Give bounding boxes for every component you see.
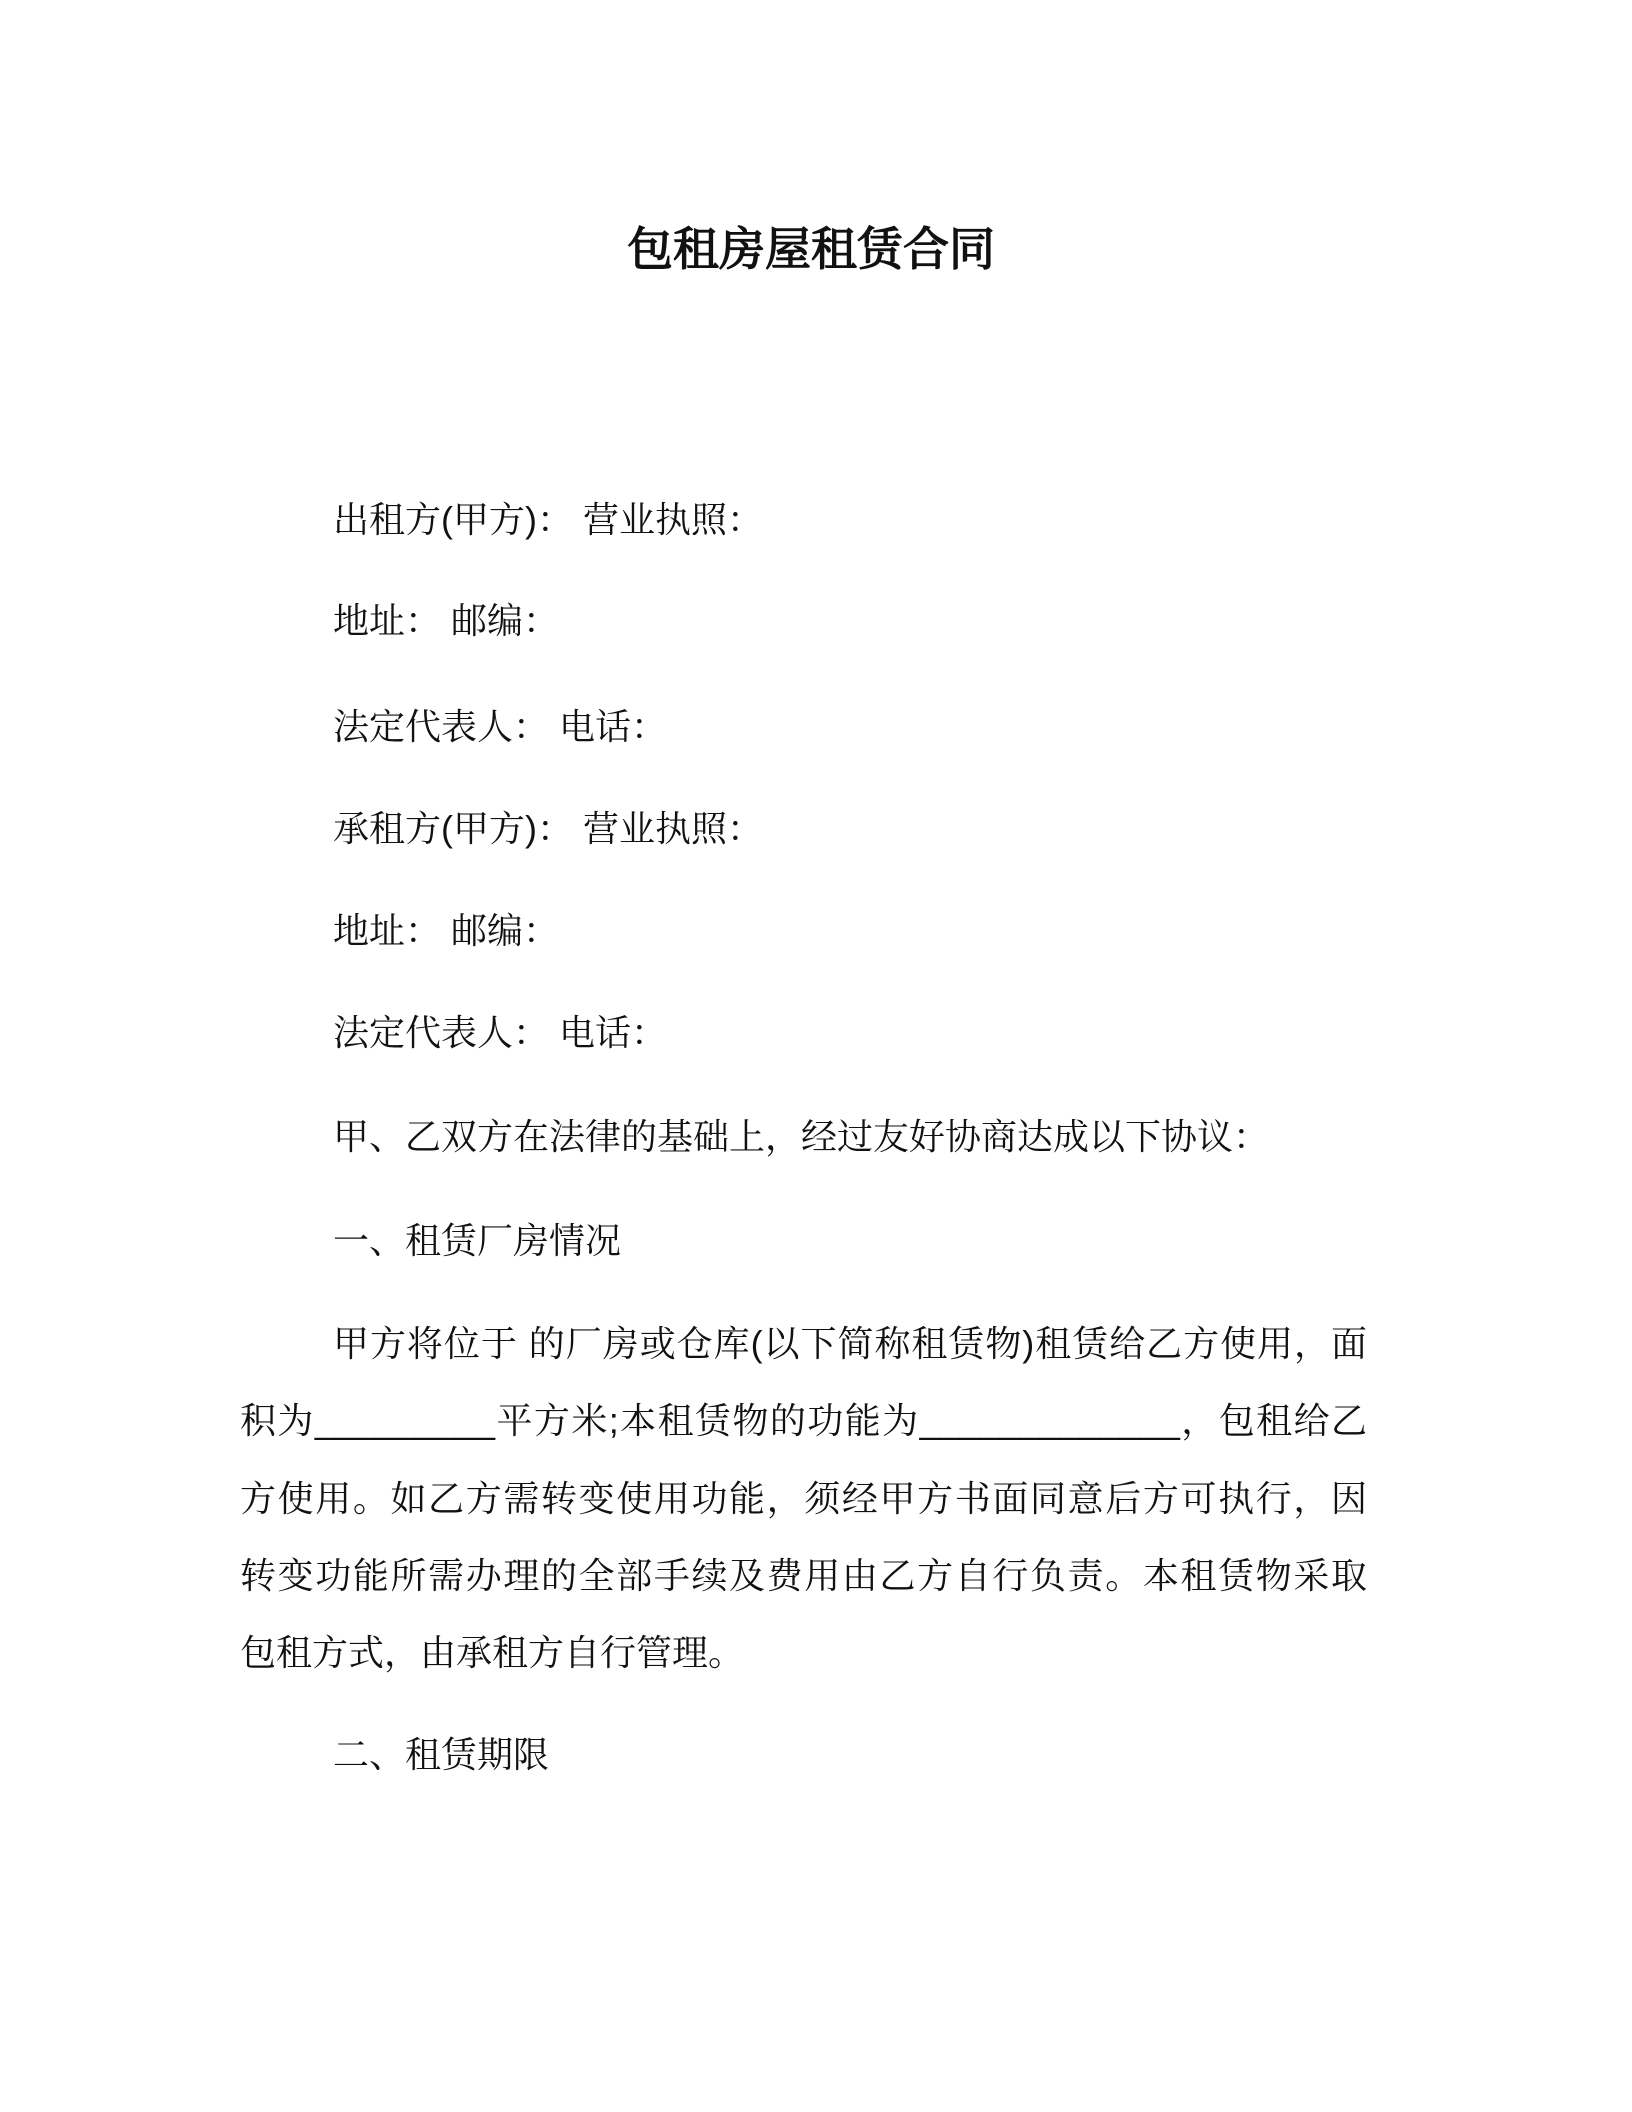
lessor-address-row xyxy=(333,597,559,645)
section-1-line: 方使用。如乙方需转变使用功能，须经甲方书面同意后方可执行，因 xyxy=(240,1478,1367,1519)
lessor-representative-row xyxy=(333,703,667,751)
lessor-license-label: 营业执照： xyxy=(583,499,764,540)
section-1-line: 积为_________平方米;本租赁物的功能为_____________，包租给乙 xyxy=(240,1400,1367,1441)
section-1-line: 甲方将位于 的厂房或仓库(以下简称租赁物)租赁给乙方使用，面 xyxy=(333,1323,1367,1364)
document-title: 包租房屋租赁合同 xyxy=(627,223,995,275)
lessor-postcode-label: 邮编： xyxy=(451,600,560,641)
section-1-line: 包租方式，由承租方自行管理。 xyxy=(240,1632,745,1673)
agreement-preamble: 甲、乙双方在法律的基础上，经过友好协商达成以下协议： xyxy=(333,1116,1270,1157)
lessee-party-label: 承租方(甲方)： xyxy=(333,808,573,849)
lessee-phone-label: 电话： xyxy=(559,1012,668,1053)
lessee-representative-row xyxy=(333,1009,667,1057)
lessee-address-row xyxy=(333,907,559,955)
lessee-postcode-label: 邮编： xyxy=(451,910,560,951)
section-1-heading: 一、租赁厂房情况 xyxy=(333,1220,622,1261)
section-2-heading: 二、租赁期限 xyxy=(333,1734,550,1775)
lessor-party-row xyxy=(333,496,763,544)
lessee-representative-label: 法定代表人： xyxy=(333,1012,550,1053)
lessee-party-row xyxy=(333,805,763,853)
lessor-representative-label: 法定代表人： xyxy=(333,706,550,747)
lessor-address-label: 地址： xyxy=(333,600,442,641)
section-1-line: 转变功能所需办理的全部手续及费用由乙方自行负责。本租赁物采取 xyxy=(240,1555,1367,1596)
lessee-license-label: 营业执照： xyxy=(583,808,764,849)
lessor-party-label: 出租方(甲方)： xyxy=(333,499,573,540)
lessor-phone-label: 电话： xyxy=(559,706,668,747)
lessee-address-label: 地址： xyxy=(333,910,442,951)
